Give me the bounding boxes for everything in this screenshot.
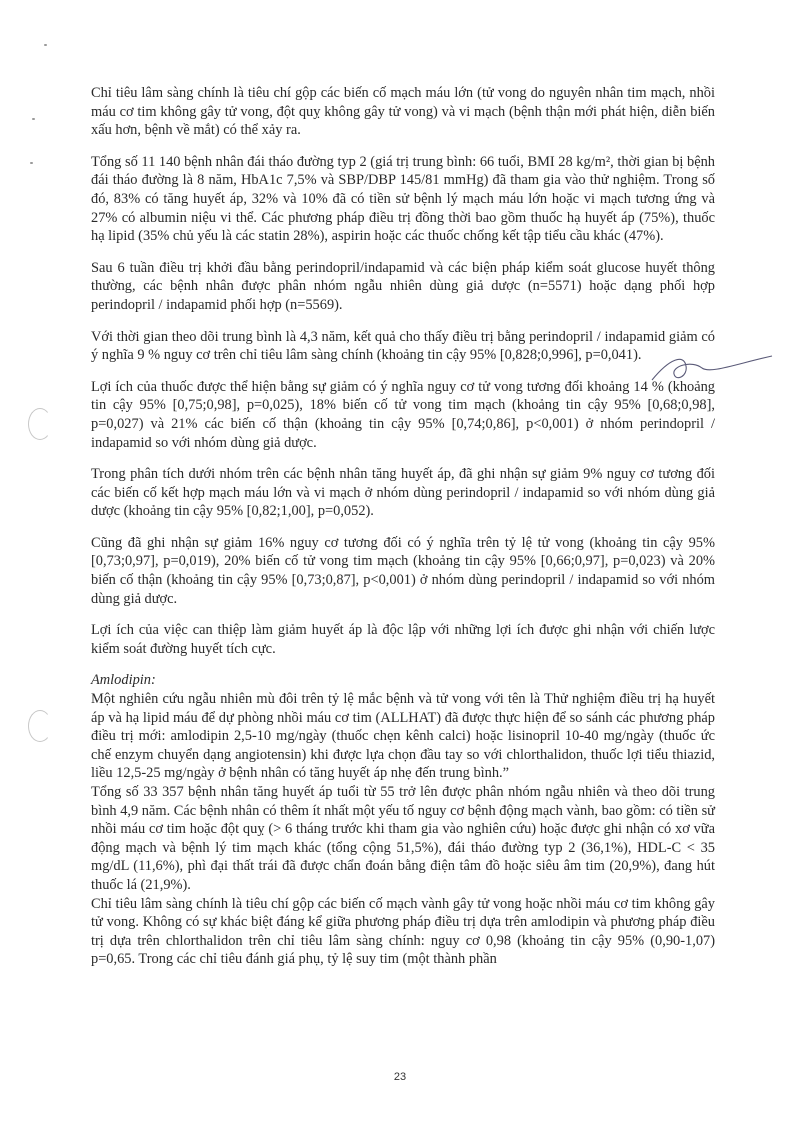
paragraph: Một nghiên cứu ngẫu nhiên mù đôi trên tỷ lệ mắc bệnh và tử vong với tên là Thử nghiệm điều trị hạ huyết áp và hạ lipid máu để dự phòng nhồi máu cơ tim (ALLHAT) đã được thực hiện để so sánh các phương pháp điều trị mới: amlodipin 2,5-10 mg/ngày (thuốc chẹn kênh calci) hoặc lisinopril 10-40 mg/ngày (thuốc ức chế enzym chuyển dạng angiotensin) khi được lựa chọn đầu tay so với chlorthalidon, thuốc lợi tiểu thiazid, liều 12,5-25 mg/ngày ở bệnh nhân có tăng huyết áp nhẹ đến trung bình.” <box>91 691 715 782</box>
binder-hole <box>28 710 52 742</box>
binder-hole <box>28 408 52 440</box>
scan-speck <box>32 118 35 120</box>
body-text <box>91 84 715 969</box>
paragraph: Chỉ tiêu lâm sàng chính là tiêu chí gộp các biến cố mạch vành gây tử vong hoặc nhồi máu cơ tim không gây tử vong. Không có sự khác biệt đáng kể giữa phương pháp điều trị dựa trên amlodipin và phương pháp điều trị dựa trên chlorthalidon trên chỉ tiêu lâm sàng chính: nguy cơ 0,98 (khoảng tin cậy 95% (0,90-1,07) p=0,65. Trong các chỉ tiêu đánh giá phụ, tỷ lệ suy tim (một thành phần <box>91 895 715 968</box>
paragraph: Lợi ích của việc can thiệp làm giảm huyết áp là độc lập với những lợi ích được ghi nhận với chiến lược kiểm soát đường huyết tích cực. <box>91 622 715 657</box>
scan-speck <box>44 44 47 46</box>
paragraph: Trong phân tích dưới nhóm trên các bệnh nhân tăng huyết áp, đã ghi nhận sự giảm 9% nguy cơ tương đối các biến cố kết hợp mạch máu lớn và vi mạch ở nhóm dùng perindopril / indapamid so với nhóm dùng giả dược (khoảng tin cậy 95% [0,82;1,00], p=0,052). <box>91 466 715 520</box>
paragraph: Tổng số 33 357 bệnh nhân tăng huyết áp tuổi từ 55 trở lên được phân nhóm ngẫu nhiên và theo dõi trung bình 4,9 năm. Các bệnh nhân có thêm ít nhất một yếu tố nguy cơ bệnh động mạch vành, bao gồm: có tiền sử nhồi máu cơ tim hoặc đột quỵ (> 6 tháng trước khi tham gia vào nghiên cứu) hoặc được ghi nhận có xơ vữa động mạch và bệnh lý tim mạch khác (tổng cộng 51,5%), đái tháo đường typ 2 (36,1%), HDL-C < 35 mg/dL (11,6%), phì đại thất trái đã được chẩn đoán bằng điện tâm đồ hoặc siêu âm tim (20,9%), đang hút thuốc lá (21,9%). <box>91 784 715 893</box>
section-heading-amlodipin: Amlodipin: <box>91 672 156 689</box>
paragraph: Chỉ tiêu lâm sàng chính là tiêu chí gộp các biến cố mạch máu lớn (tử vong do nguyên nhân tim mạch, nhồi máu cơ tim không gây tử vong, đột quỵ không gây tử vong) và vi mạch (bệnh thận mới phát hiện, diễn biến xấu hơn, bệnh về mắt) có thể xảy ra. <box>91 85 715 139</box>
paragraph: Lợi ích của thuốc được thể hiện bằng sự giảm có ý nghĩa nguy cơ tử vong tương đối khoảng 14 % (khoảng tin cậy 95% [0,75;0,98], p=0,025), 18% biến cố tử vong tim mạch (khoảng tin cậy 95% [0,68;0,98], p=0,027) và 21% các biến cố thận (khoảng tin cậy 95% [0,74;0,86], p<0,001) ở nhóm perindopril / indapamid so với nhóm dùng giả dược. <box>91 378 715 451</box>
paragraph: Cũng đã ghi nhận sự giảm 16% nguy cơ tương đối có ý nghĩa trên tỷ lệ tử vong (khoảng tin cậy 95% [0,73;0,97], p=0,019), 20% biến cố tử vong tim mạch (khoảng tin cậy 95% [0,66;0,97], p=0,023) và 20% biến cố thận (khoảng tin cậy 95% [0,73;0,87], p<0,001) ở nhóm dùng perindopril / indapamid so với nhóm dùng giả dược. <box>91 534 715 607</box>
paragraph: Sau 6 tuần điều trị khởi đầu bằng perindopril/indapamid và các biện pháp kiểm soát glucose huyết thông thường, các bệnh nhân được phân nhóm ngẫu nhiên dùng giả dược (n=5571) hoặc dạng phối hợp perindopril / indapamid phối hợp (n=5569). <box>91 259 715 313</box>
paragraph: Tổng số 11 140 bệnh nhân đái tháo đường typ 2 (giá trị trung bình: 66 tuổi, BMI 28 kg/m², thời gian bị bệnh đái tháo đường là 8 năm, HbA1c 7,5% và SBP/DBP 145/81 mmHg) đã tham gia vào thử nghiệm. Trong số đó, 83% có tăng huyết áp, 32% và 10% đã có tiền sử bệnh lý mạch máu lớn hoặc vi mạch tương ứng và 27% có albumin niệu vi thể. Các phương pháp điều trị đồng thời bao gồm thuốc hạ huyết áp (75%), thuốc hạ lipid (35% chủ yếu là các statin 28%), aspirin hoặc các thuốc chống kết tập tiểu cầu khác (47%). <box>91 153 715 245</box>
page-number: 23 <box>393 1071 407 1083</box>
scan-speck <box>30 162 33 164</box>
paragraph: Với thời gian theo dõi trung bình là 4,3 năm, kết quả cho thấy điều trị bằng perindopril / indapamid giảm có ý nghĩa 9 % nguy cơ trên chỉ tiêu lâm sàng chính (khoảng tin cậy 95% [0,828;0,996], p=0,041). <box>91 328 715 364</box>
